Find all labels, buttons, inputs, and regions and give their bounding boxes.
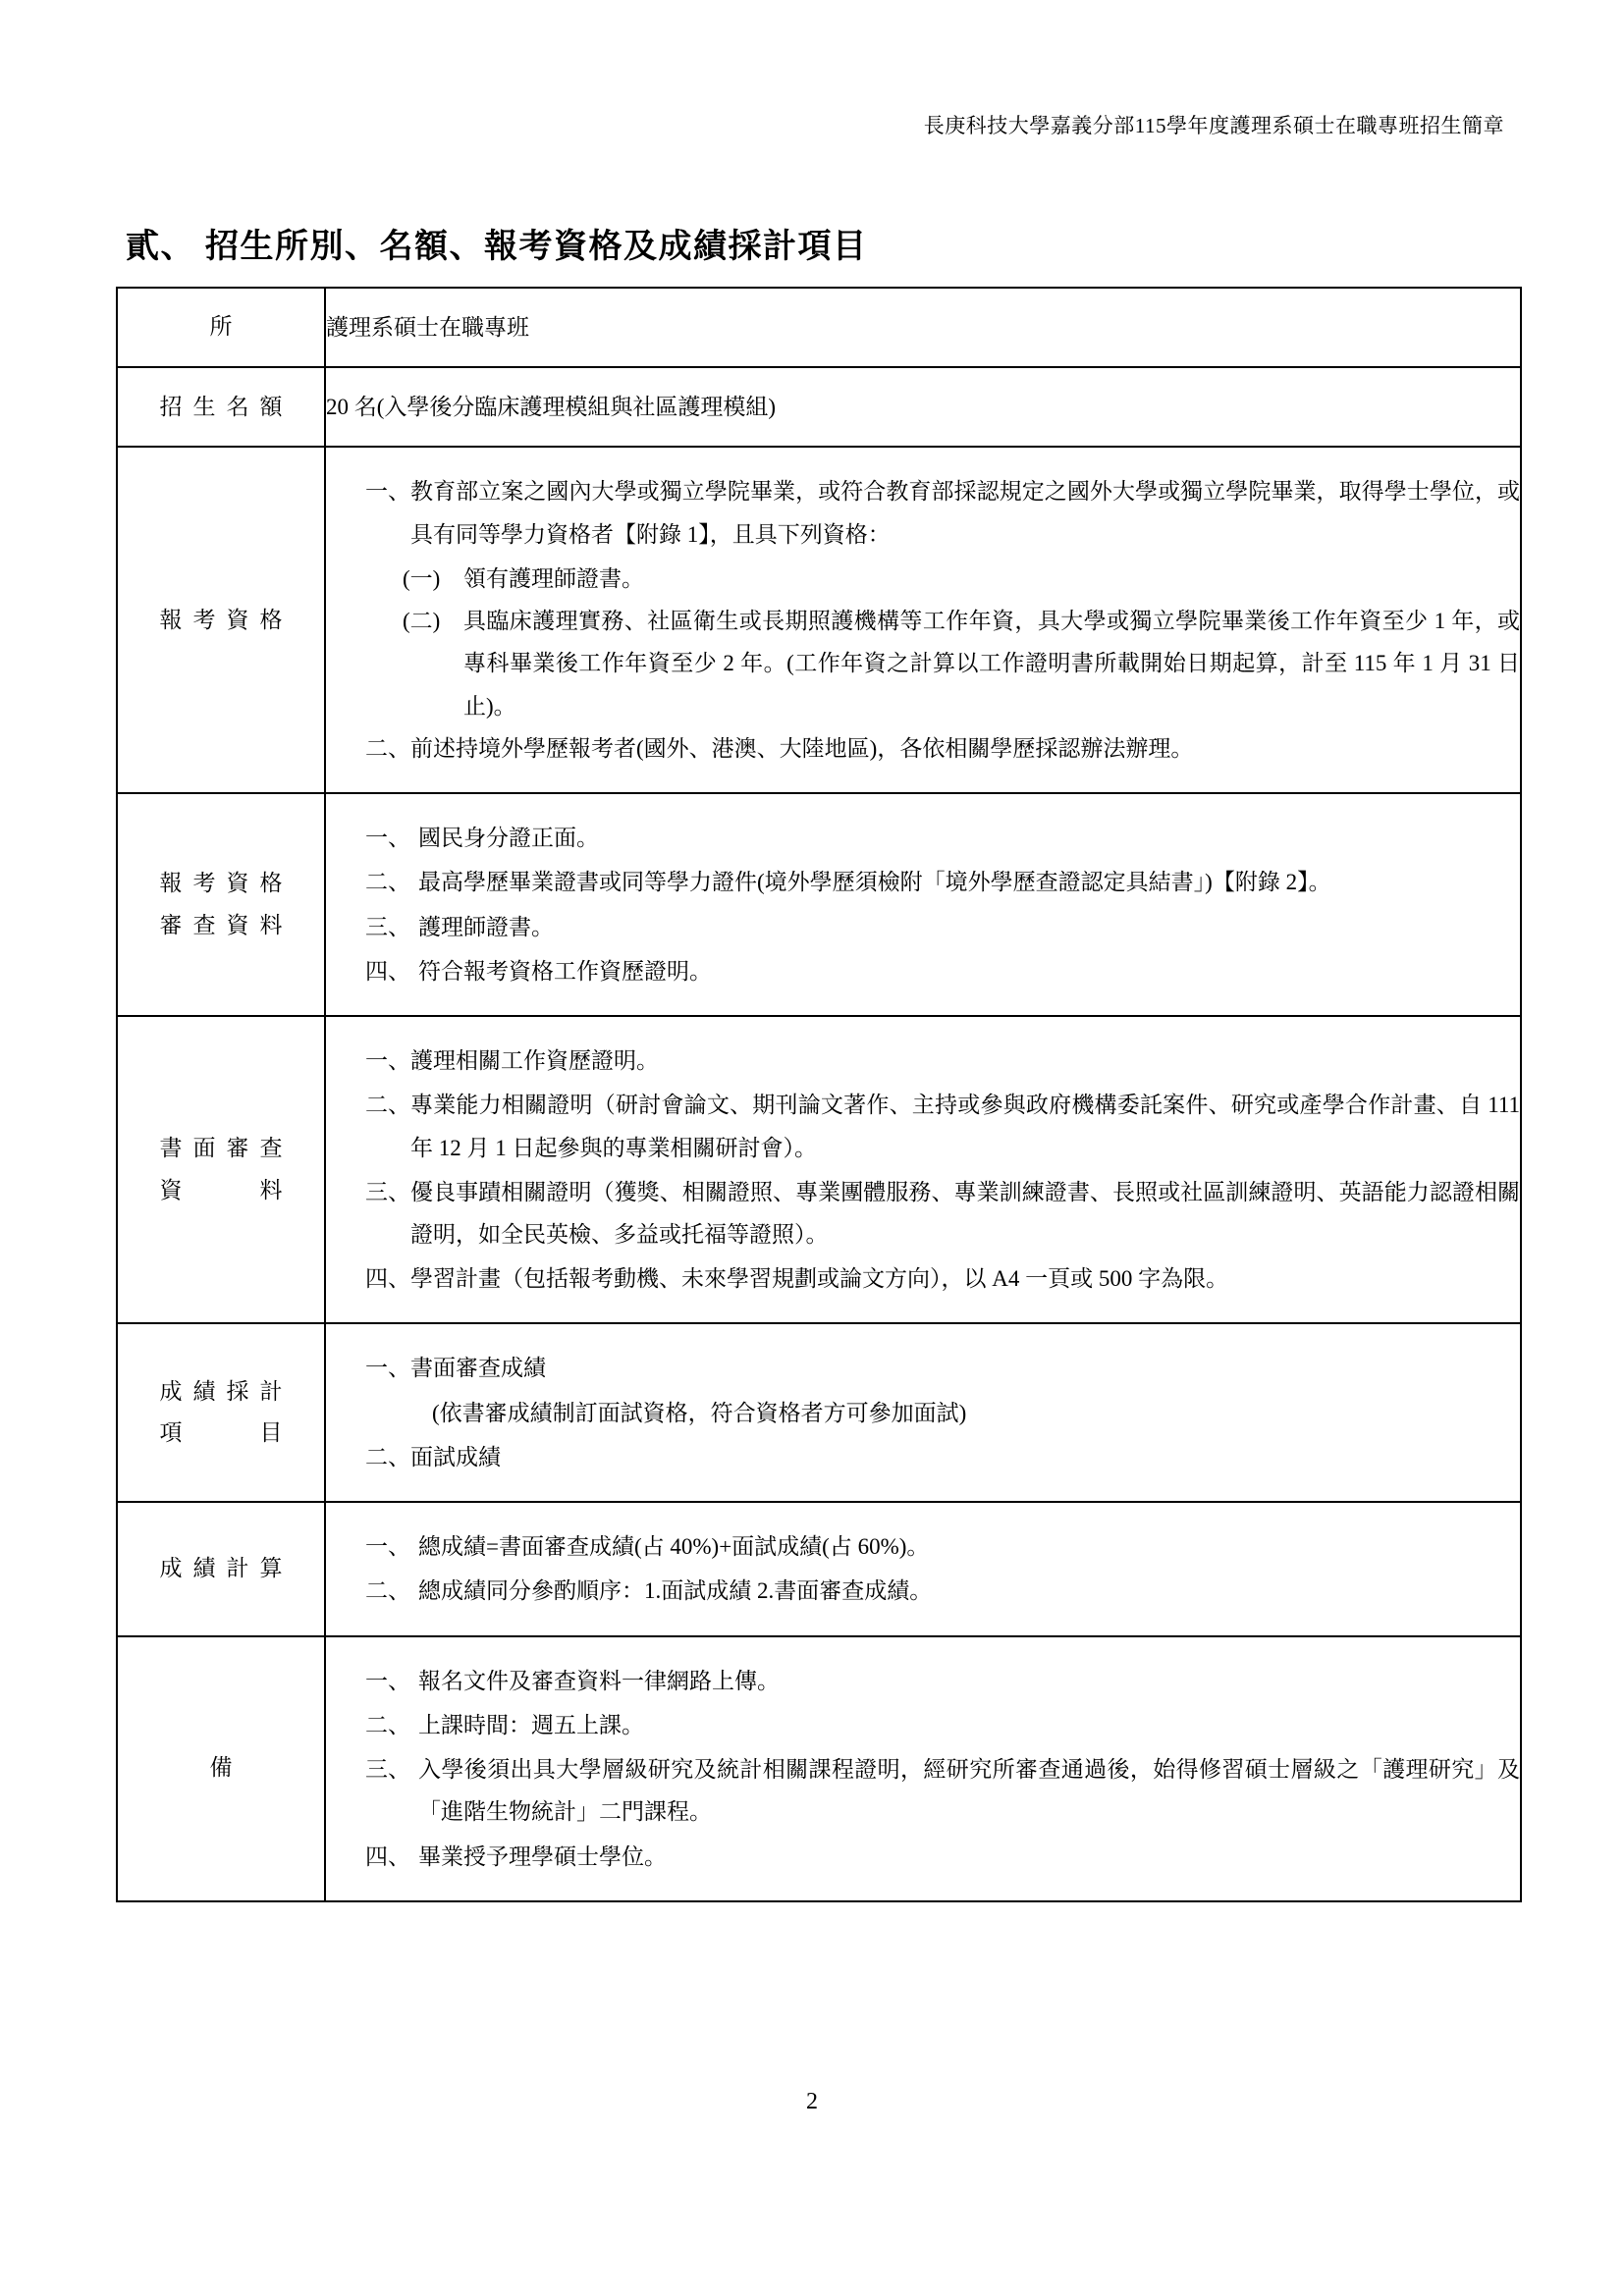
list-text: 上課時間：週五上課。 bbox=[418, 1712, 644, 1737]
list-item bbox=[365, 1084, 1520, 1168]
list-text: 教育部立案之國內大學或獨立學院畢業，或符合教育部採認規定之國外大學或獨立學院畢業，取得學士學位，或具有同等學力資格者【附錄 1】，且具下列資格： bbox=[410, 479, 1520, 547]
score-items-list bbox=[326, 1347, 1520, 1478]
list-text: 入學後須出具大學層級研究及統計相關課程證明，經研究所審查通過後，始得修習碩士層級之「護理研究」及「進階生物統計」二門課程。 bbox=[418, 1757, 1520, 1825]
table-row-score-calculation bbox=[117, 1502, 1521, 1635]
page-number: 2 bbox=[806, 2089, 818, 2114]
table-row-quota bbox=[117, 367, 1521, 447]
table-row-program bbox=[117, 288, 1521, 367]
list-marker: 二、 bbox=[365, 870, 410, 895]
row-label-score-items-line1: 成績採計 bbox=[159, 1378, 294, 1404]
row-content-score-items bbox=[325, 1323, 1521, 1502]
list-marker: 一、 bbox=[365, 1356, 410, 1381]
list-marker: (二) bbox=[403, 609, 441, 634]
row-label-eligibility bbox=[117, 447, 325, 793]
list-marker: 一、 bbox=[365, 1048, 410, 1074]
row-label-eligibility-documents-line1: 報考資格 bbox=[159, 871, 294, 896]
row-label-quota-text: 招生名額 bbox=[159, 394, 294, 419]
list-marker: 一、 bbox=[365, 826, 410, 851]
list-text: (依書審成績制訂面試資格，符合資格者方可參加面試) bbox=[432, 1400, 967, 1425]
list-text: 總成績同分參酌順序：1.面試成績 2.書面審查成績。 bbox=[418, 1578, 933, 1604]
row-content-eligibility-documents bbox=[325, 793, 1521, 1016]
table-row-score-items bbox=[117, 1323, 1521, 1502]
row-label-program-text: 所 bbox=[209, 314, 303, 340]
eligibility-list bbox=[326, 470, 1520, 770]
list-marker: (一) bbox=[403, 565, 441, 591]
remarks-list bbox=[326, 1660, 1520, 1878]
list-item bbox=[365, 1704, 1520, 1746]
program-name: 護理系碩士在職專班 bbox=[326, 315, 529, 340]
row-content-review-documents bbox=[325, 1016, 1521, 1323]
list-marker: 三、 bbox=[365, 914, 410, 939]
list-marker: 二、 bbox=[365, 1578, 410, 1604]
row-content-eligibility bbox=[325, 447, 1521, 793]
quota-value: 20 名(入學後分臨床護理模組與社區護理模組) bbox=[326, 395, 777, 420]
list-item bbox=[365, 727, 1520, 770]
list-text: 國民身分證正面。 bbox=[418, 826, 599, 851]
list-marker: 一、 bbox=[365, 479, 410, 505]
row-label-remarks bbox=[117, 1636, 325, 1901]
table-row-review-documents bbox=[117, 1016, 1521, 1323]
list-item bbox=[403, 600, 1520, 727]
list-text: 畢業授予理學碩士學位。 bbox=[418, 1843, 667, 1869]
row-label-score-calculation-text: 成績計算 bbox=[159, 1556, 294, 1581]
eligibility-documents-list bbox=[326, 817, 1520, 992]
row-content-quota bbox=[325, 367, 1521, 447]
row-label-quota bbox=[117, 367, 325, 447]
section-title: 貳、 招生所別、名額、報考資格及成績採計項目 bbox=[126, 228, 868, 265]
list-text: 優良事蹟相關證明（獲獎、相關證照、專業團體服務、專業訓練證書、長照或社區訓練證明、英語能力認證相關證明，如全民英檢、多益或托福等證照）。 bbox=[410, 1179, 1520, 1247]
review-documents-list bbox=[326, 1040, 1520, 1300]
row-label-review-documents-line1: 書面審查 bbox=[159, 1136, 294, 1161]
list-marker: 四、 bbox=[365, 1266, 410, 1292]
row-content-remarks bbox=[325, 1636, 1521, 1901]
row-label-eligibility-documents bbox=[117, 793, 325, 1016]
list-marker: 二、 bbox=[365, 1712, 410, 1737]
list-text: 最高學歷畢業證書或同等學力證件(境外學歷須檢附「境外學歷查證認定具結書」)【附錄 2】。 bbox=[418, 870, 1331, 895]
list-item bbox=[365, 906, 1520, 948]
row-content-program bbox=[325, 288, 1521, 367]
list-item bbox=[365, 1525, 1520, 1568]
list-item bbox=[365, 1171, 1520, 1255]
table-row-remarks bbox=[117, 1636, 1521, 1901]
list-text: 專業能力相關證明（研討會論文、期刊論文著作、主持或參與政府機構委託案件、研究或產學合作計畫、自 111 年 12 月 1 日起參與的專業相關研討會）。 bbox=[410, 1093, 1520, 1160]
table-row-eligibility bbox=[117, 447, 1521, 793]
row-label-score-calculation bbox=[117, 1502, 325, 1635]
list-item bbox=[365, 950, 1520, 992]
list-marker: 二、 bbox=[365, 1093, 410, 1118]
list-marker: 三、 bbox=[365, 1179, 410, 1204]
list-item bbox=[365, 861, 1520, 903]
list-item bbox=[365, 1257, 1520, 1300]
list-text: 總成績=書面審查成績(占 40%)+面試成績(占 60%)。 bbox=[418, 1534, 930, 1560]
score-calculation-list bbox=[326, 1525, 1520, 1612]
row-label-review-documents bbox=[117, 1016, 325, 1323]
list-text: 符合報考資格工作資歷證明。 bbox=[418, 958, 712, 984]
list-text: 護理師證書。 bbox=[418, 914, 554, 939]
list-text: 學習計畫（包括報考動機、未來學習規劃或論文方向），以 A4 一頁或 500 字為限。 bbox=[410, 1266, 1229, 1292]
list-marker: 四、 bbox=[365, 958, 410, 984]
list-item bbox=[365, 1436, 1520, 1478]
list-marker: 一、 bbox=[365, 1668, 410, 1693]
list-marker: 一、 bbox=[365, 1534, 410, 1560]
row-label-program bbox=[117, 288, 325, 367]
list-item bbox=[365, 470, 1520, 555]
list-item bbox=[365, 1660, 1520, 1702]
list-text: 前述持境外學歷報考者(國外、港澳、大陸地區)，各依相關學歷採認辦法辦理。 bbox=[410, 735, 1194, 761]
row-label-eligibility-text: 報考資格 bbox=[159, 607, 294, 632]
list-item bbox=[365, 1748, 1520, 1833]
admissions-table bbox=[116, 287, 1522, 1902]
list-item bbox=[403, 558, 1520, 600]
list-text: 護理相關工作資歷證明。 bbox=[410, 1048, 659, 1074]
running-head: 長庚科技大學嘉義分部115學年度護理系碩士在職專班招生簡章 bbox=[923, 114, 1504, 137]
list-item bbox=[365, 817, 1520, 859]
row-label-score-items bbox=[117, 1323, 325, 1502]
list-text: 面試成績 bbox=[410, 1444, 501, 1469]
list-item bbox=[365, 1570, 1520, 1612]
row-label-score-items-line2: 項 目 bbox=[159, 1420, 294, 1446]
row-label-eligibility-documents-line2: 審查資料 bbox=[159, 912, 294, 937]
list-item bbox=[365, 1836, 1520, 1878]
list-item bbox=[365, 1347, 1520, 1389]
list-text: 領有護理師證書。 bbox=[463, 565, 644, 591]
list-item-note bbox=[365, 1392, 1520, 1434]
list-marker: 三、 bbox=[365, 1757, 410, 1783]
row-content-score-calculation bbox=[325, 1502, 1521, 1635]
list-marker: 二、 bbox=[365, 735, 410, 761]
list-text: 書面審查成績 bbox=[410, 1356, 546, 1381]
list-marker: 四、 bbox=[365, 1843, 410, 1869]
list-item bbox=[365, 1040, 1520, 1082]
list-marker: 二、 bbox=[365, 1444, 410, 1469]
table-row-eligibility-documents bbox=[117, 793, 1521, 1016]
row-label-review-documents-line2: 資 料 bbox=[159, 1177, 294, 1202]
list-text: 報名文件及審查資料一律網路上傳。 bbox=[418, 1668, 780, 1693]
list-text: 具臨床護理實務、社區衛生或長期照護機構等工作年資，具大學或獨立學院畢業後工作年資至少 1 年，或專科畢業後工作年資至少 2 年。(工作年資之計算以工作證明書所載開始日期起算，計至 115 年 1 月 31 日止)。 bbox=[463, 609, 1520, 719]
row-label-remarks-text: 備 bbox=[209, 1755, 303, 1781]
